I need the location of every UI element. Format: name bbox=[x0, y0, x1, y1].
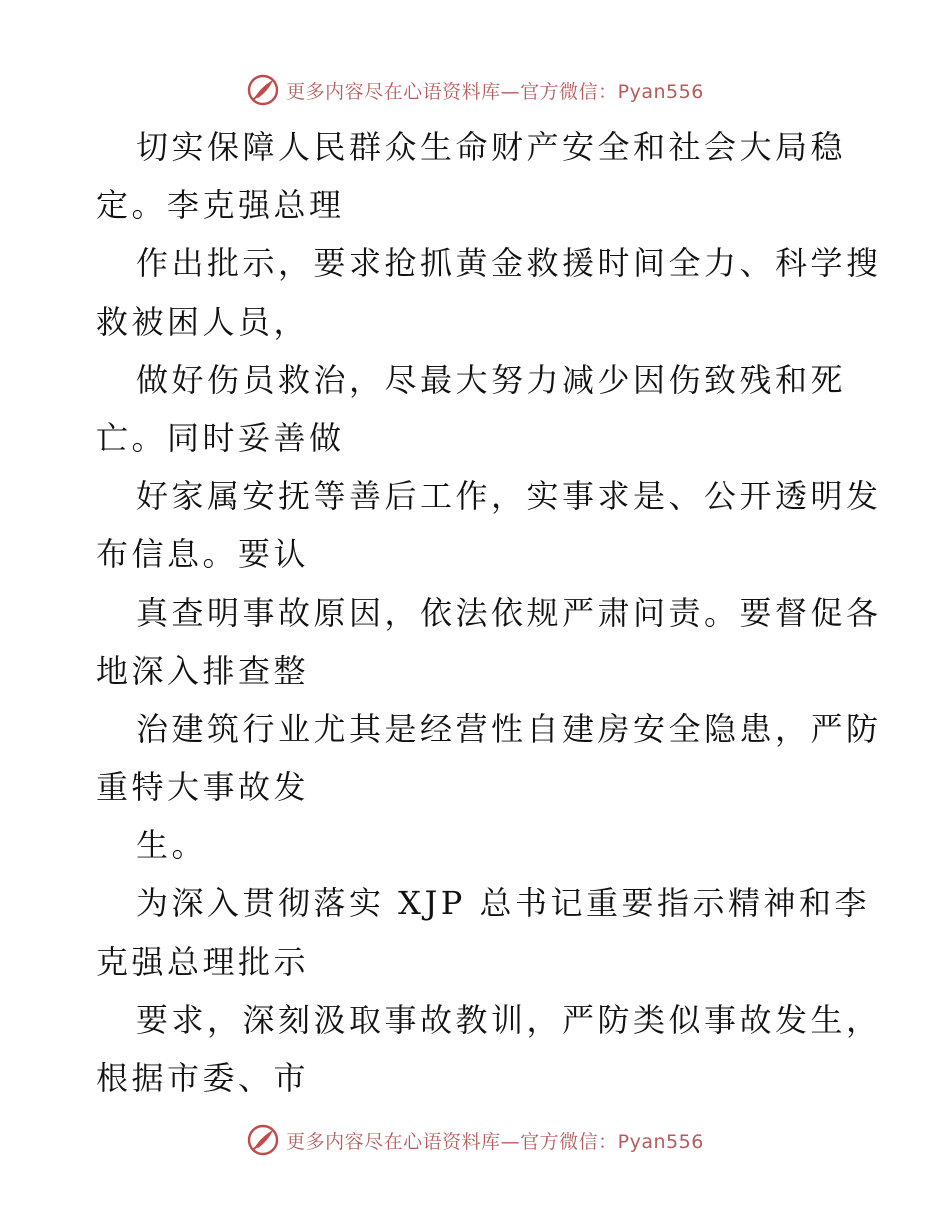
text-line: 布信息。要认 bbox=[96, 535, 310, 574]
watermark-text: 更多内容尽在心语资料库—官方微信：Pyan556 bbox=[286, 80, 704, 103]
text-line: 切实保障人民群众生命财产安全和社会大局稳 bbox=[136, 128, 847, 166]
text-line: 真查明事故原因，依法依规严肃问责。要督促各 bbox=[136, 593, 882, 632]
text-line: 要求，深刻汲取事故教训，严防类似事故发生， bbox=[136, 1000, 882, 1039]
text-line: 好家属安抚等善后工作，实事求是、公开透明发 bbox=[136, 477, 882, 516]
text-line: 根据市委、市 bbox=[96, 1059, 310, 1097]
footer-watermark bbox=[0, 1120, 950, 1160]
text-line: 作出批示，要求抢抓黄金救援时间全力、科学搜 bbox=[136, 244, 882, 283]
watermark-text: 更多内容尽在心语资料库—官方微信：Pyan556 bbox=[286, 1130, 704, 1153]
text-line: 亡。同时妥善做 bbox=[96, 418, 345, 457]
text-line: 做好伤员救治，尽最大努力减少因伤致残和死 bbox=[136, 360, 847, 399]
text-line: 救被困人员， bbox=[96, 302, 310, 341]
red-quill-logo-icon bbox=[246, 73, 280, 107]
text-line: 治建筑行业尤其是经营性自建房安全隐患，严防 bbox=[136, 709, 882, 748]
text-line: 定。李克强总理 bbox=[96, 186, 345, 225]
text-line: 为深入贯彻落实 XJP 总书记重要指示精神和李 bbox=[136, 884, 870, 923]
document-body bbox=[96, 118, 882, 1107]
text-line: 重特大事故发 bbox=[96, 768, 310, 807]
header-watermark bbox=[0, 70, 950, 110]
text-line: 克强总理批示 bbox=[96, 942, 310, 981]
text-line: 地深入排查整 bbox=[96, 651, 310, 690]
text-line: 生。 bbox=[136, 826, 208, 865]
red-quill-logo-icon bbox=[246, 1123, 280, 1157]
